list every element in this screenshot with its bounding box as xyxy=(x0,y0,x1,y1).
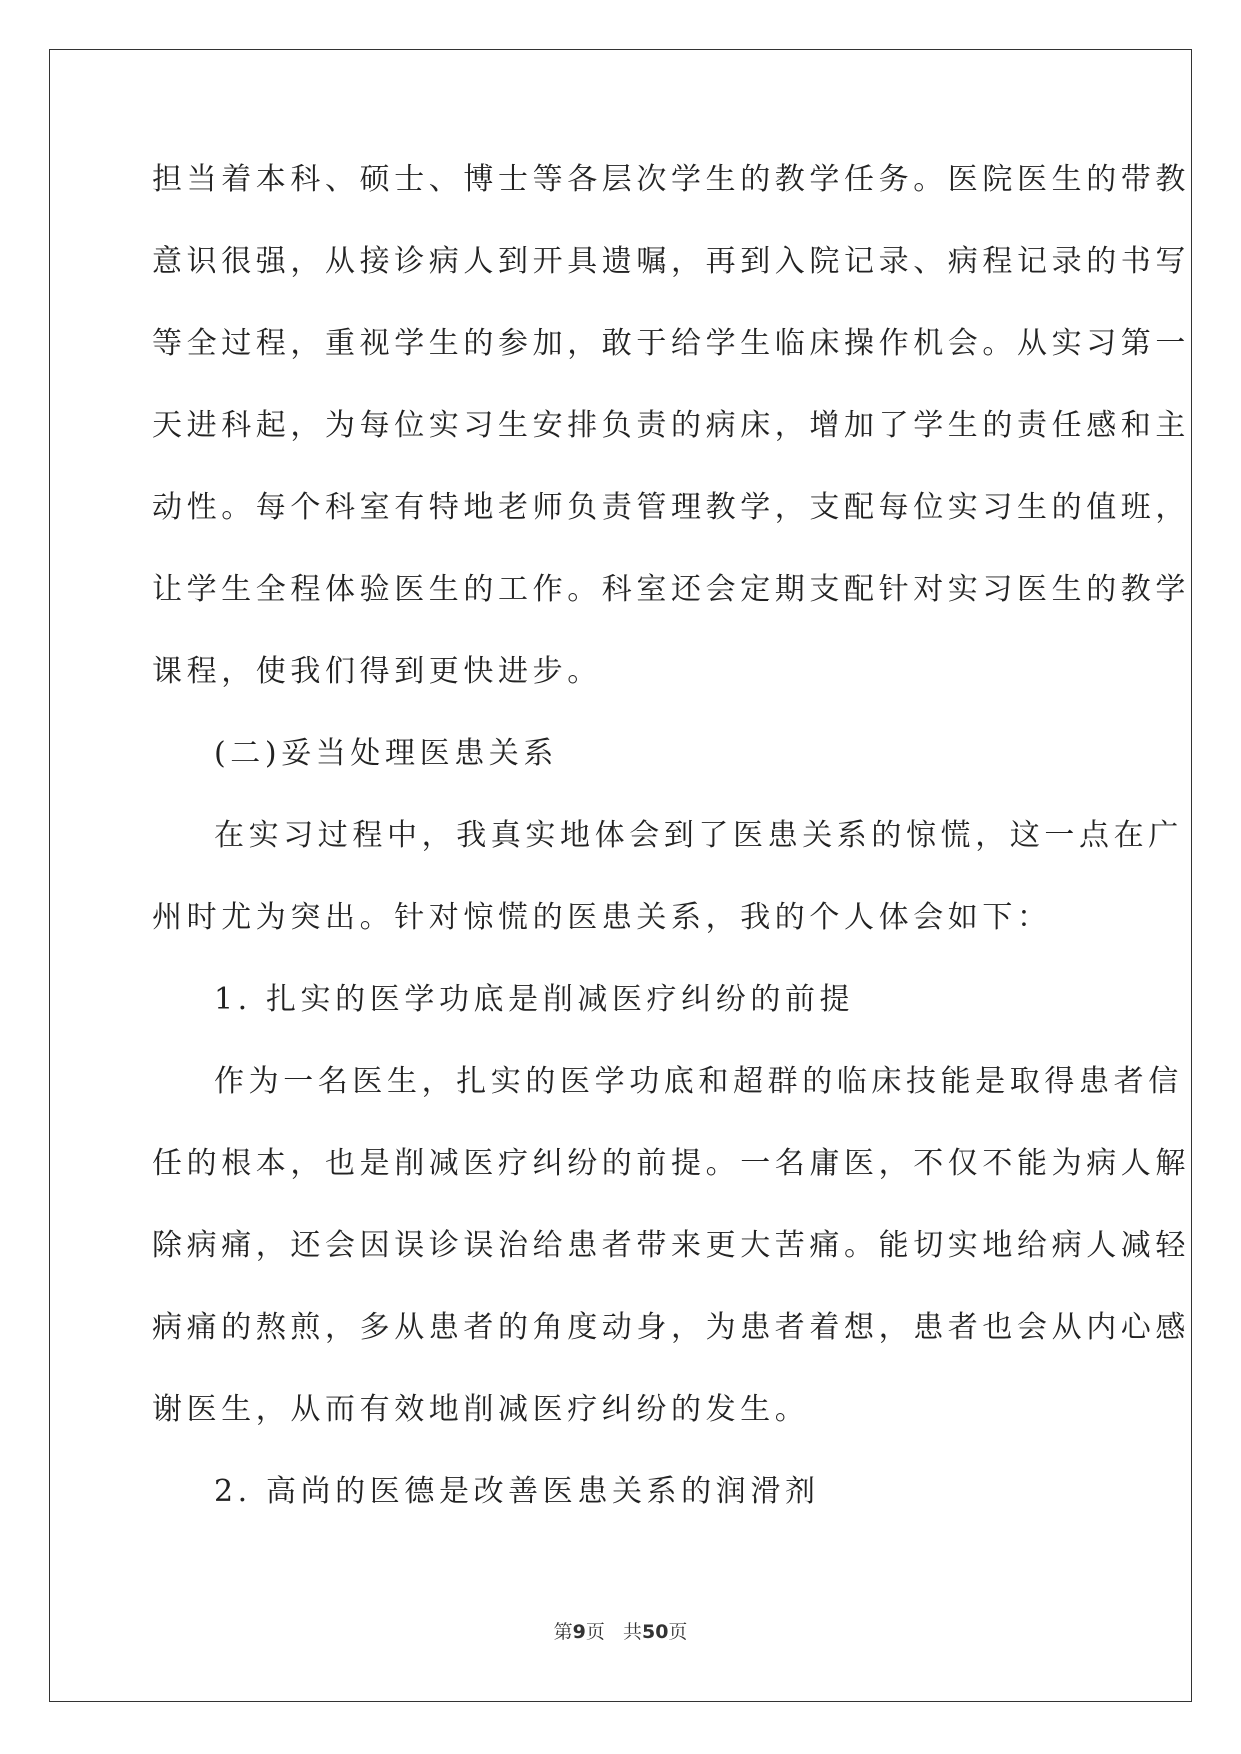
total-unit: 页 xyxy=(668,1621,688,1643)
paragraph-line: 除病痛，还会因误诊误治给患者带来更大苦痛。能切实地给病人减轻 xyxy=(152,1228,1190,1263)
paragraph-line: 意识很强，从接诊病人到开具遗嘱，再到入院记录、病程记录的书写 xyxy=(152,244,1190,279)
page-number: 9 xyxy=(572,1621,586,1643)
page-prefix: 第 xyxy=(553,1621,573,1643)
paragraph-line: 在实习过程中，我真实地体会到了医患关系的惊慌，这一点在广 xyxy=(214,818,1183,853)
paragraph-line: 等全过程，重视学生的参加，敢于给学生临床操作机会。从实习第一 xyxy=(152,326,1190,361)
paragraph-line: 作为一名医生，扎实的医学功底和超群的临床技能是取得患者信 xyxy=(214,1064,1183,1099)
paragraph-line: 动性。每个科室有特地老师负责管理教学，支配每位实习生的值班， xyxy=(152,490,1190,525)
paragraph-line: 任的根本，也是削减医疗纠纷的前提。一名庸医，不仅不能为病人解 xyxy=(152,1146,1190,1181)
paragraph-line: 课程，使我们得到更快进步。 xyxy=(152,654,602,689)
section-heading: (二)妥当处理医患关系 xyxy=(214,736,559,771)
page-border xyxy=(49,49,1192,1702)
paragraph-line: 天进科起，为每位实习生安排负责的病床，增加了学生的责任感和主 xyxy=(152,408,1190,443)
paragraph-line: 州时尤为突出。针对惊慌的医患关系，我的个人体会如下： xyxy=(152,900,1052,935)
paragraph-line: 让学生全程体验医生的工作。科室还会定期支配针对实习医生的教学 xyxy=(152,572,1190,607)
paragraph-line: 担当着本科、硕士、博士等各层次学生的教学任务。医院医生的带教 xyxy=(152,162,1190,197)
total-prefix: 共 xyxy=(622,1621,642,1643)
paragraph-line: 病痛的熬煎，多从患者的角度动身，为患者着想，患者也会从内心感 xyxy=(152,1310,1190,1345)
page-footer xyxy=(0,1617,1241,1644)
total-pages: 50 xyxy=(641,1621,669,1643)
subsection-heading: 2. 高尚的医德是改善医患关系的润滑剂 xyxy=(214,1474,820,1509)
paragraph-line: 谢医生，从而有效地削减医疗纠纷的发生。 xyxy=(152,1392,810,1427)
subsection-heading: 1. 扎实的医学功底是削减医疗纠纷的前提 xyxy=(214,982,855,1017)
page-unit: 页 xyxy=(585,1621,605,1643)
